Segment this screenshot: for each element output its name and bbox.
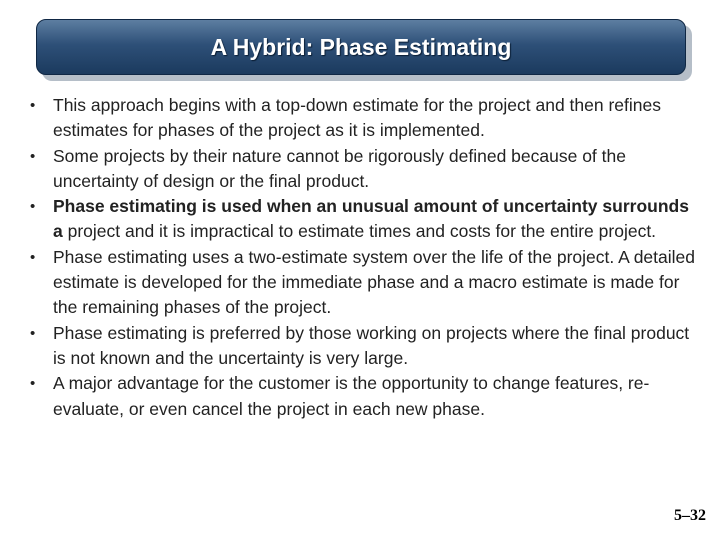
- bullet-text: A major advantage for the customer is the opportunity to change features, re-evaluate, or even cancel the project in each new phase.: [53, 373, 650, 419]
- bullet-dot-icon: •: [30, 324, 36, 342]
- bullet-list: [30, 93, 698, 422]
- bullet-dot-icon: •: [30, 375, 36, 393]
- bullet-item: [30, 245, 698, 321]
- bullet-text: This approach begins with a top-down estimate for the project and then refines estimates for phases of the project as it is implemented.: [53, 95, 661, 141]
- bullet-dot-icon: •: [30, 248, 36, 266]
- page-number: 5–32: [674, 507, 706, 524]
- bullet-item: [30, 371, 698, 422]
- bullet-text: project and it is impractical to estimate times and costs for the entire project.: [62, 221, 657, 242]
- bullet-item: [30, 93, 698, 144]
- bullet-dot-icon: •: [30, 198, 36, 216]
- bullet-text: Phase estimating is preferred by those working on projects where the final product is not known and the uncertainty is very large.: [53, 322, 690, 368]
- bullet-text: Some projects by their nature cannot be rigorously defined because of the uncertainty of design or the final product.: [53, 145, 626, 191]
- bullet-dot-icon: •: [30, 147, 36, 165]
- bullet-bold-text: Phase estimating is used when an unusual amount of uncertainty surrounds a: [53, 196, 689, 242]
- bullet-item: [30, 144, 698, 195]
- bullet-item: [30, 321, 698, 372]
- slide-title: A Hybrid: Phase Estimating: [210, 34, 512, 60]
- bullet-text: Phase estimating uses a two-estimate system over the life of the project. A detailed estimate is developed for the immediate phase and a macro estimate is made for the remaining phases of the project.: [53, 246, 695, 318]
- bullet-dot-icon: •: [30, 97, 36, 114]
- bullet-item: [30, 194, 698, 245]
